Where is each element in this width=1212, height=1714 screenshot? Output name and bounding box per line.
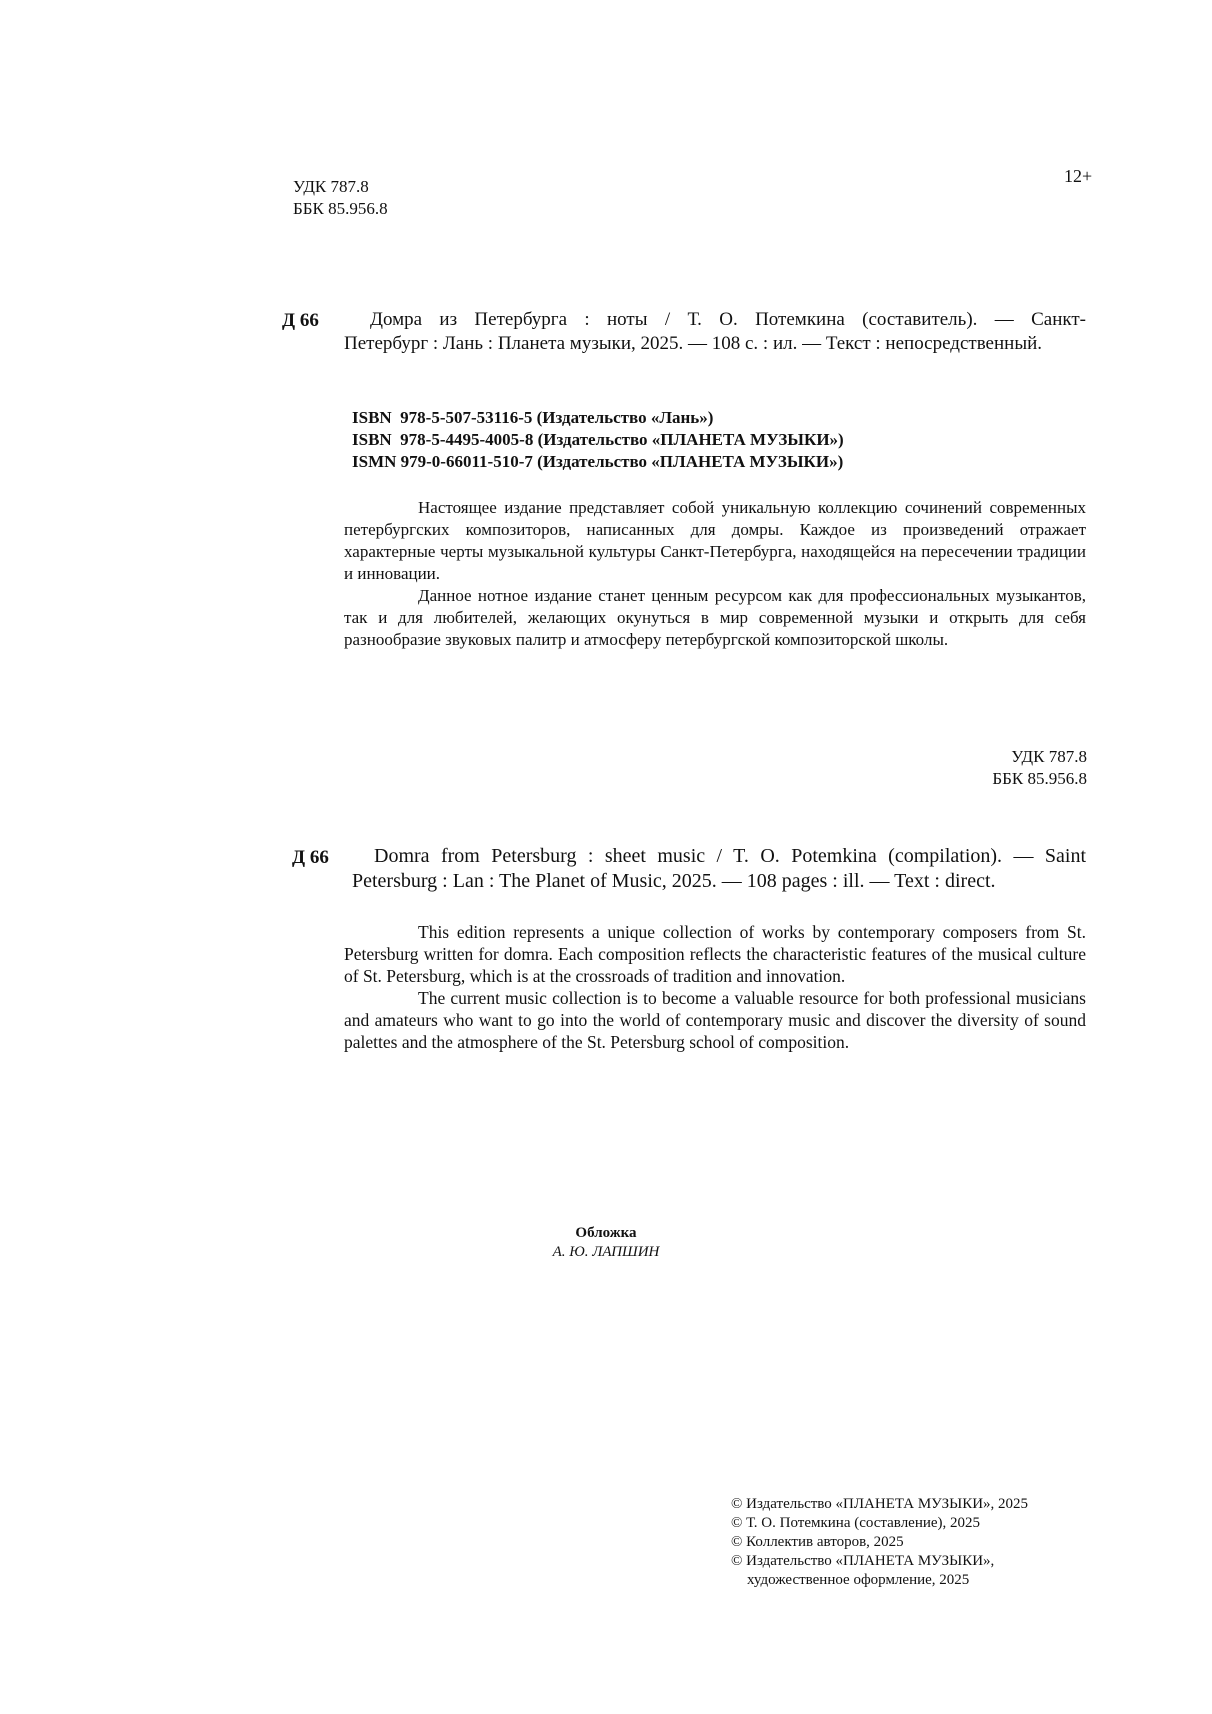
- cover-label: Обложка: [575, 1225, 637, 1241]
- isbn-lan: ISBN 978-5-507-53116-5 (Издательство «Лань»): [352, 408, 714, 427]
- ru-author-mark: Д 66: [282, 310, 319, 331]
- udk-code: УДК 787.8: [293, 177, 369, 196]
- copyright-notices: [731, 1495, 1091, 1590]
- en-biblio-line-2: Petersburg : Lan : The Planet of Music, 2025. — 108 pages : ill. — Text : direct.: [352, 870, 996, 892]
- age-rating: 12+: [1064, 166, 1093, 186]
- ru-abstract: [344, 497, 1086, 651]
- mid-udk-code: УДК 787.8: [1011, 747, 1087, 766]
- mid-bbk-code: ББК 85.956.8: [992, 769, 1087, 788]
- copyright-line: © Издательство «ПЛАНЕТА МУЗЫКИ», 2025: [731, 1496, 1029, 1512]
- copyright-line: © Т. О. Потемкина (составление), 2025: [731, 1515, 981, 1531]
- ru-abstract-paragraph-1: Настоящее издание представляет собой уникальную коллекцию сочинений современных петербургских композиторов, написанных для домры. Каждое из произведений отражает характерные черты музыкальной культуры Санкт-Петербурга, находящейся на пересечении традиции и инновации.: [344, 498, 1086, 583]
- bbk-code: ББК 85.956.8: [293, 199, 388, 218]
- mid-classification-codes: [992, 746, 1087, 790]
- en-abstract-paragraph-2: The current music collection is to become a valuable resource for both professional musicians and amateurs who want to go into the world of contemporary music and discover the diversity of sound palettes and the atmosphere of the St. Petersburg school of composition.: [344, 988, 1086, 1052]
- ru-biblio-line-1: Домра из Петербурга : ноты / Т. О. Потемкина (составитель). — Санкт-: [370, 309, 1086, 330]
- copyright-line: © Коллектив авторов, 2025: [731, 1534, 904, 1550]
- ru-bibliographic-description: [344, 308, 1086, 356]
- isbn-list: [352, 407, 844, 473]
- isbn-planet: ISBN 978-5-4495-4005-8 (Издательство «ПЛАНЕТА МУЗЫКИ»): [352, 430, 844, 449]
- cover-designer: А. Ю. ЛАПШИН: [552, 1244, 660, 1260]
- top-classification-codes: [293, 176, 388, 220]
- en-abstract-paragraph-1: This edition represents a unique collection of works by contemporary composers from St. Petersburg written for domra. Each composition reflects the characteristic features of the musical culture of St. Petersburg, which is at the crossroads of tradition and innovation.: [344, 922, 1086, 986]
- ru-biblio-rest: Петербург : Лань : Планета музыки, 2025. — 108 с. : ил. — Текст : непосредственный.: [344, 333, 1043, 354]
- en-abstract: [344, 921, 1086, 1053]
- copyright-line: © Издательство «ПЛАНЕТА МУЗЫКИ», художественное оформление, 2025: [731, 1553, 995, 1588]
- en-bibliographic-description: [352, 844, 1086, 894]
- ismn-planet: ISMN 979-0-66011-510-7 (Издательство «ПЛАНЕТА МУЗЫКИ»): [352, 452, 844, 471]
- en-author-mark: Д 66: [292, 847, 329, 868]
- cover-credit: [0, 1224, 1212, 1262]
- ru-abstract-paragraph-2: Данное нотное издание станет ценным ресурсом как для профессиональных музыкантов, так и для любителей, желающих окунуться в мир современной музыки и открыть для себя разнообразие звуковых палитр и атмосферу петербургской композиторской школы.: [344, 586, 1086, 649]
- en-biblio-line-1: Domra from Petersburg : sheet music / T. O. Potemkina (compilation). — Saint: [374, 845, 1086, 867]
